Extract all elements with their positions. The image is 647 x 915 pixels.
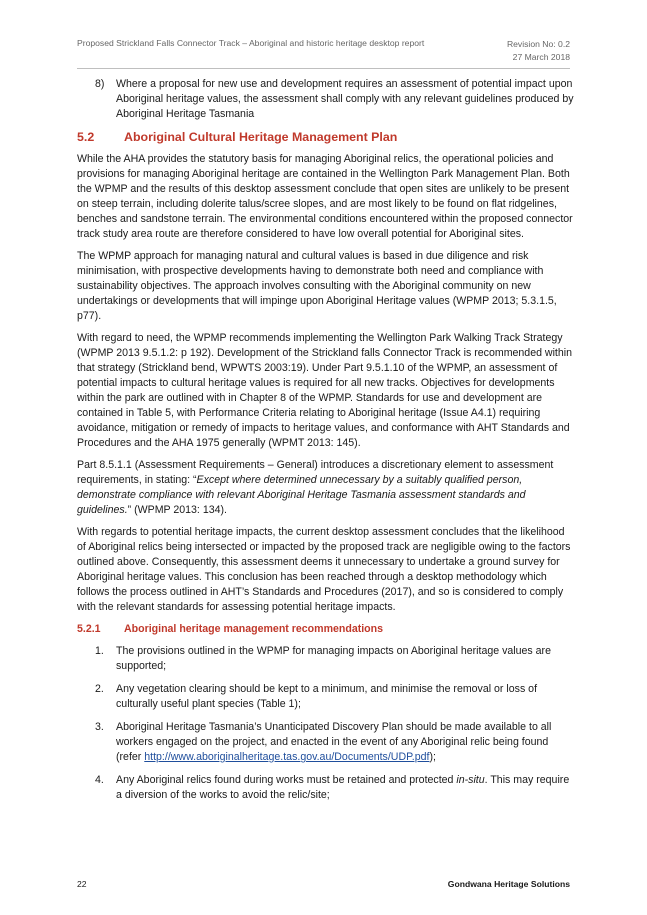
list-item-number: 1.: [95, 645, 104, 657]
udp-document-link[interactable]: http://www.aboriginalheritage.tas.gov.au/Documents/UDP.pdf: [144, 751, 430, 763]
page-number: 22: [77, 879, 87, 889]
list-item-text-start: Any Aboriginal relics found during works must be retained and protected: [116, 774, 457, 786]
list-item-text-start: Aboriginal Heritage Tasmania’s Unanticipated Discovery Plan should be made available to all workers engaged on the project, and enacted in the event of any Aboriginal relic being found (refer: [116, 721, 552, 763]
recommendation-3: [77, 720, 574, 765]
list-item-text-end: . This may require a diversion of the works to avoid the relic/site;: [116, 774, 570, 801]
list-item-text: Where a proposal for new use and development requires an assessment of potential impact upon Aboriginal heritage values, the assessment shall comply with any relevant guidelines produced by Aboriginal Heritage Tasmania: [116, 78, 574, 120]
section-heading-5-2-1: [77, 622, 574, 637]
recommendation-4: [77, 773, 574, 803]
list-item-number: 3.: [95, 721, 104, 733]
section-number: 5.2.1: [77, 623, 101, 635]
paragraph-wpmp-approach: The WPMP approach for managing natural and cultural values is based in due diligence and risk minimisation, with prospective developments having to demonstrate both need and compliance with sustainability objectives. The approach involves consulting with the Aboriginal community on new undertakings or developments that will impinge upon Aboriginal Heritage values (WPMP 2013; 5.3.1.5, p77).: [77, 250, 557, 322]
list-item-text: Any vegetation clearing should be kept to a minimum, and minimise the removal or loss of culturally useful plant species (Table 1);: [116, 683, 538, 710]
quoted-requirement: Except where determined unnecessary by a suitably qualified person, demonstrate compliance with relevant Aboriginal Heritage Tasmania assessment standards and guidelines.: [77, 474, 526, 516]
in-situ-term: in-situ: [456, 774, 485, 786]
list-item-number: 4.: [95, 774, 104, 786]
paragraph-aha: While the AHA provides the statutory basis for managing Aboriginal relics, the operational policies and provisions for managing Aboriginal heritage are contained in the Wellington Park Management Plan. Both the WPMP and the results of this desktop assessment conclude that open sites are unlikely to be present on steep terrain, including dolerite talus/scree slopes, and are most likely to be found on flat ridgelines, benches and sandstone terrain. The environmental conditions encountered within the proposed connector track study area route are therefore considered to have low overall potential for Aboriginal sites.: [77, 153, 573, 240]
section-title: Aboriginal heritage management recommendations: [124, 623, 384, 635]
paragraph-impacts: With regards to potential heritage impacts, the current desktop assessment concludes that the likelihood of Aboriginal relics being intersected or impacted by the proposed track are negligible owing to the factors outlined above. Consequently, this assessment deems it unnecessary to undertake a ground survey for Aboriginal heritage values. This conclusion has been reached through a desktop methodology which follows the process outlined in AHT’s Standards and Procedures (2017), and so is considered to comply with the relevant standards for assessing potential heritage impacts.: [77, 526, 571, 613]
list-item-number: 8): [95, 78, 105, 90]
organisation-name: Gondwana Heritage Solutions: [447, 879, 570, 889]
revision-block: [507, 38, 570, 64]
paragraph-need: With regard to need, the WPMP recommends implementing the Wellington Park Walking Track Strategy (WPMP 2013 9.5.1.2: p 192). Development of the Strickland falls Connector Track is recommended within that strategy (Strickland bend, WPWTS 2003:19). Under Part 9.5.1.10 of the WPMP, an assessment of potential impacts to cultural heritage values is required for all new tracks. Objectives for developments within the park are outlined with in Chapter 8 of the WPMP. Standards for use and development are contained in Table 5, with Performance Criteria relating to Aboriginal heritage (Issue A4.1) requiring avoidance, mitigation or remedy of impacts to heritage values, and conformance with AHT Standards and Procedures and the AHA 1975 generally (WPMT 2013: 145).: [77, 332, 573, 449]
paragraph-part-8-intro: Part 8.5.1.1 (Assessment Requirements – General) introduces a discretionary element to assessment requirements, in stating: “: [77, 459, 554, 486]
paragraph-part-8-citation: ” (WPMP 2013: 134).: [127, 504, 227, 516]
list-item-8: [77, 77, 574, 122]
section-title: Aboriginal Cultural Heritage Management Plan: [124, 130, 398, 144]
section-number: 5.2: [77, 130, 95, 144]
revision-date: 27 March 2018: [512, 52, 570, 62]
paragraph-part-8: [77, 458, 574, 518]
list-item-text-end: );: [429, 751, 436, 763]
list-item-text: The provisions outlined in the WPMP for managing impacts on Aboriginal heritage values are supported;: [116, 645, 551, 672]
revision-number: Revision No: 0.2: [506, 39, 570, 49]
page-body: [77, 77, 574, 811]
section-heading-5-2: [77, 129, 574, 146]
recommendation-2: [77, 682, 574, 712]
document-title: Proposed Strickland Falls Connector Track – Aboriginal and historic heritage desktop report: [77, 38, 425, 48]
recommendation-1: [77, 644, 574, 674]
list-item-number: 2.: [95, 683, 104, 695]
header-divider: [77, 68, 570, 69]
